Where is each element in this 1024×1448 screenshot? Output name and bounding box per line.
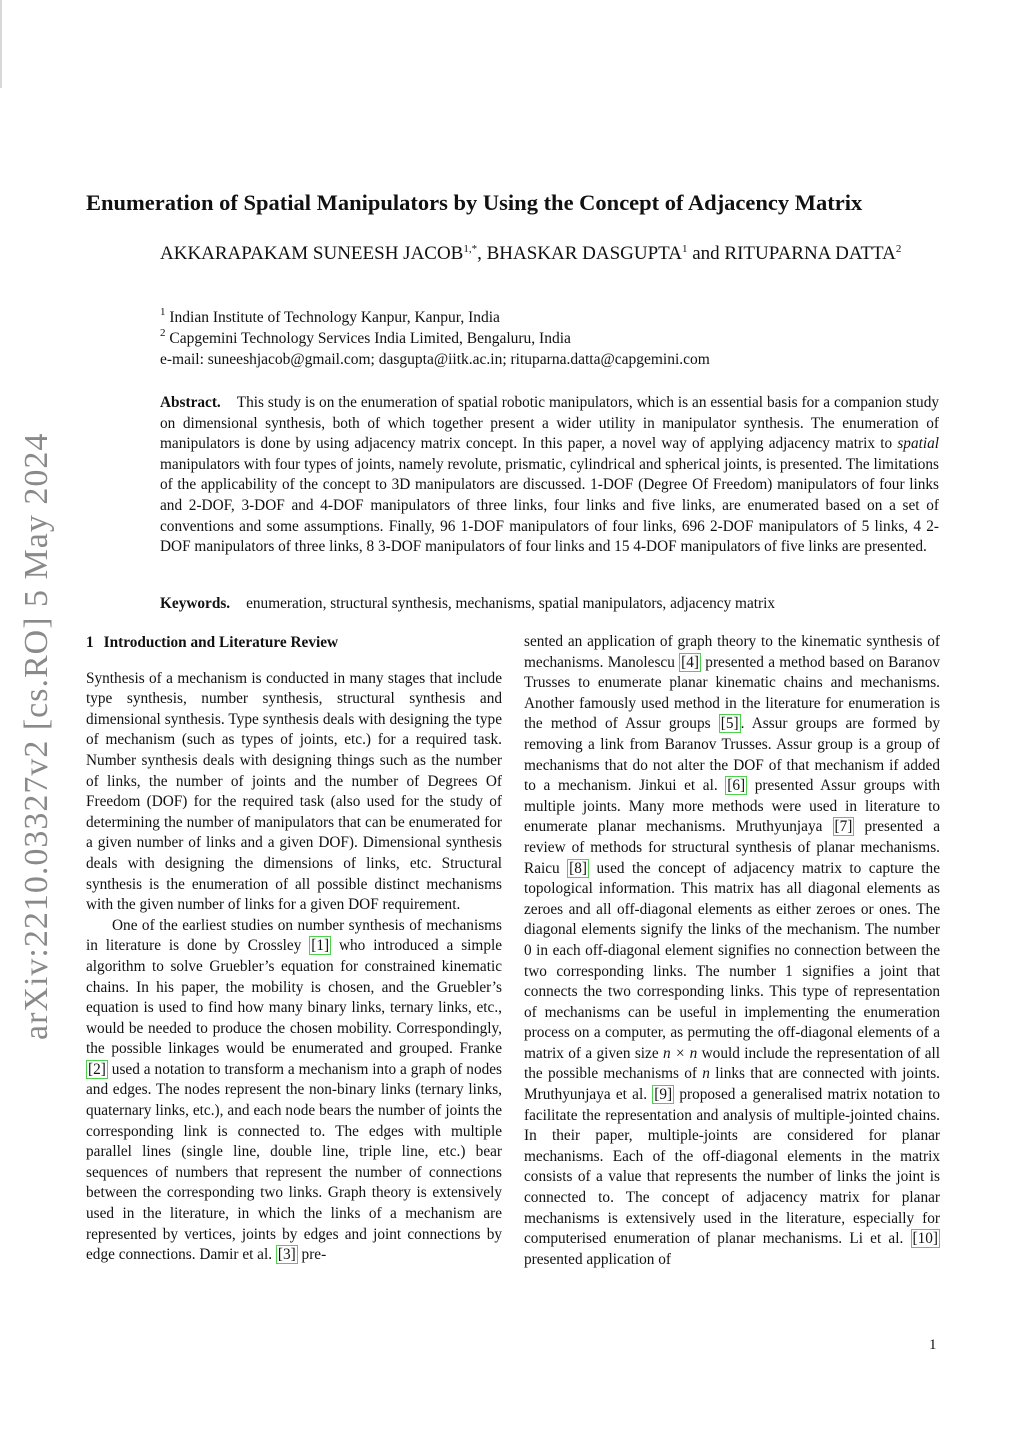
section-number: 1 [86,634,94,651]
paragraph-text: links that are connected with joints. Mruthyunjaya et al. [524,1065,940,1104]
author-conjunction: and [687,243,725,264]
scan-edge-mark [0,0,2,88]
paragraph-text: used a notation to transform a mechanism into a graph of nodes and edges. The nodes represent the non-binary links (ternary links, quaternary links, etc.), and each node bears the number of joints the corresponding link is connected to. The edges with multiple parallel lines (single line, double line, triple line, etc.) bear sequences of numbers that represent the number of connections between the corresponding two links. Graph theory is extensively used in the literature, in which the links of a mechanism are represented by vertices, joints by edges and joint connections by edge connections. Damir et al. [86,1060,502,1264]
arxiv-stamp: arXiv:2210.03327v2 [cs.RO] 5 May 2024 [18,432,55,1040]
intro-paragraph-continued [524,632,940,1270]
author-2-affiliation: 1 [681,243,688,255]
intro-paragraph-1: Synthesis of a mechanism is conducted in many stages that include type synthesis, number synthesis, structural synthesis and dimensional synthesis. Type synthesis deals with designing the type of mechanism (such as types of joints, etc.) for a required task. Number synthesis deals with designing things such as the number of links, the number of joints and the number of Degrees Of Freedom (DOF) for the required task (also used for the study of determining the number of manipulators that can be enumerated for a given number of links and a given DOF). Dimensional synthesis deals with designing the dimensions of links, etc. Structural synthesis is the enumeration of all possible distinct mechanisms with the given number of links for a given DOF requirement. [86,669,502,914]
citation-link-7[interactable]: [7] [834,818,853,836]
paragraph-text: presented a method based on Baranov Trusses to enumerate planar kinematic chains and mechanisms. Another famously used method in the literature for enumeration is the method of Assur groups [524,653,940,733]
author-separator: , [477,243,487,264]
paragraph-text: . Assur groups are formed by removing a link from Baranov Trusses. Assur group is a group of mechanisms that do not alter the DOF of that mechanism if added to a mechanism. Jinkui et al. [524,715,940,795]
keywords [160,595,939,613]
abstract-label: Abstract. [160,394,221,411]
citation-link-8[interactable]: [8] [569,859,587,877]
paragraph-text: would include the representation of all the possible mechanisms of [524,1044,940,1083]
affiliation-1-marker: 1 [160,306,166,318]
affiliation-1-text: Indian Institute of Technology Kanpur, Kanpur, India [169,309,500,326]
author-3-affiliation: 2 [895,243,902,255]
abstract-text-a: This study is on the enumeration of spatial robotic manipulators, which is an essential basis for a companion study on dimensional synthesis, both of which together present a wider utility in manipulator synthesis. The enumeration of manipulators is done by using adjacency matrix concept. In this paper, a novel way of applying adjacency matrix to [160,394,939,453]
citation-link-9[interactable]: [9] [654,1086,673,1104]
left-column [86,633,502,1266]
citation-link-10[interactable]: [10] [912,1230,938,1248]
paragraph-text: proposed a generalised matrix notation to facilitate the representation and analysis of multiple-jointed chains. In their paper, multiple-joints are considered for planar mechanisms. Each of the off-diagonal elements in the matrix consists of a value that represents the number of links the joint is connected to. The concept of adjacency matrix for planar mechanisms is extensively used in the literature, especially for computerised enumeration of planar mechanisms. Li et al. [524,1086,940,1248]
keywords-label: Keywords. [160,595,231,612]
author-2: BHASKAR DASGUPTA [486,243,682,264]
paragraph-text: used the concept of adjacency matrix to capture the topological information. This matrix has all diagonal elements as zeroes and all off-diagonal elements as either zeroes or ones. The diagonal elements signify the links of the mechanism. The number 0 in each off-diagonal element signifies no connection between the two corresponding links. The number 1 signifies a joint that connects the two corresponding links. This type of representation of mechanisms can be useful in implementing the enumeration process on a computer, as permuting the off-diagonal elements of a matrix of a given size [524,859,940,1062]
abstract-text-b: manipulators with four types of joints, namely revolute, prismatic, cylindrical and spherical joints, is presented. The limitations of the applicability of the concept to 3D manipulators are discussed. 1-DOF (Degree Of Freedom) manipulators of four links and 2-DOF, 3-DOF and 4-DOF manipulators of three links, four links and five links, are enumerated based on a set of conventions and some assumptions. Finally, 96 1-DOF manipulators of four links, 696 2-DOF manipulators of 5 links, 4 2-DOF manipulators of three links, 8 3-DOF manipulators of four links and 15 4-DOF manipulators of five links are presented. [160,455,939,556]
paper-title: Enumeration of Spatial Manipulators by Using the Concept of Adjacency Matrix [86,190,863,215]
paragraph-text: One of the earliest studies on number synthesis of mechanisms in literature is done by Crossley [86,916,502,955]
contact-emails: e-mail: suneeshjacob@gmail.com; dasgupta@iitk.ac.in; rituparna.datta@capgemini.com [160,351,710,368]
math-n-by-n: n × n [662,1044,698,1062]
citation-link-1[interactable]: [1] [311,937,330,955]
author-1: AKKARAPAKAM SUNEESH JACOB [160,243,464,264]
intro-paragraph-2 [86,916,502,1266]
author-3: RITUPARNA DATTA [724,243,896,264]
paragraph-text: presented a review of methods for structural synthesis of planar mechanisms. Raicu [524,818,940,877]
abstract [160,393,939,558]
section-heading [86,633,502,654]
affiliation-2-marker: 2 [160,327,166,339]
right-column [524,632,940,1270]
citation-link-3[interactable]: [3] [277,1246,296,1264]
keywords-text: enumeration, structural synthesis, mechanisms, spatial manipulators, adjacency matrix [246,595,775,612]
section-title: Introduction and Literature Review [103,634,339,651]
paragraph-text: presented application of [524,1250,671,1268]
citation-link-2[interactable]: [2] [88,1060,106,1078]
citation-link-5[interactable]: [5] [720,715,739,733]
affiliation-2-text: Capgemini Technology Services India Limited, Bengaluru, India [169,330,571,347]
affiliation-2 [160,328,940,349]
author-list [160,243,939,265]
math-n: n [702,1065,710,1083]
abstract-emphasis: spatial [897,435,939,453]
affiliations [160,307,940,370]
paragraph-text: pre- [297,1246,327,1264]
page-number: 1 [929,1337,937,1353]
author-1-affiliation: 1,* [463,243,478,255]
paragraph-text: who introduced a simple algorithm to solve Gruebler’s equation for constrained kinematic chains. In his paper, the mobility is chosen, and the Gruebler’s equation is used to find how many binary links, ternary links, etc., would be needed to produce the chosen mobility. Correspondingly, the possible linkages would be enumerated and grouped. Franke [86,937,503,1058]
citation-link-6[interactable]: [6] [727,777,746,795]
paragraph-text: presented Assur groups with multiple joints. Many more methods were used in literature to enumerate planar mechanisms. Mruthyunjaya [524,777,940,836]
citation-link-4[interactable]: [4] [681,653,699,671]
paragraph-text: sented an application of graph theory to the kinematic synthesis of mechanisms. Manolescu [524,633,940,671]
affiliation-1 [160,307,940,328]
